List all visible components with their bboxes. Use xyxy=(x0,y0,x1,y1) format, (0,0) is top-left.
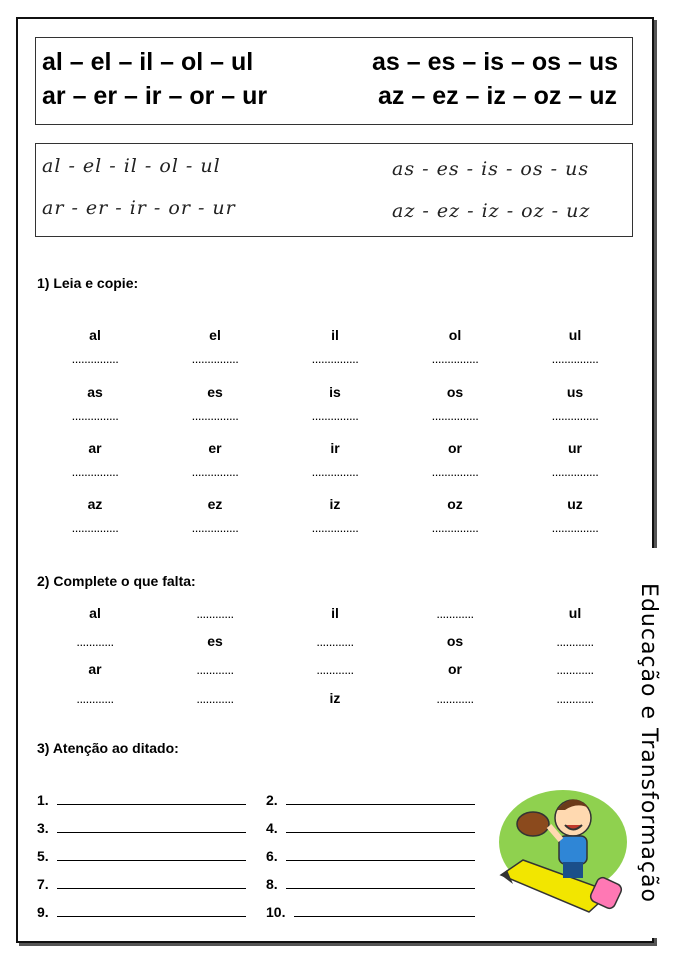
complete-syllable: al xyxy=(89,605,101,621)
syllables-left-1: al – el – il – ol – ul xyxy=(42,48,254,76)
cursive-right-2: az - ez - iz - oz - uz xyxy=(392,200,591,222)
complete-syllable: os xyxy=(446,633,464,649)
dictation-answer-line[interactable] xyxy=(294,916,475,917)
syllables-right-1: as – es – is – os – us xyxy=(372,48,618,76)
copy-blank[interactable]: ............... xyxy=(191,464,239,479)
copy-syllable: al xyxy=(89,327,101,343)
dictation-answer-line[interactable] xyxy=(286,888,475,889)
copy-syllable: ul xyxy=(568,327,582,343)
cursive-left-2: ar - er - ir - or - ur xyxy=(42,197,236,219)
copy-syllable: or xyxy=(448,440,462,456)
section2-title: 2) Complete o que falta: xyxy=(37,573,196,589)
dictation-answer-line[interactable] xyxy=(286,832,475,833)
copy-syllable: el xyxy=(209,327,221,343)
boy-riding-pencil-icon xyxy=(493,780,633,920)
copy-blank[interactable]: ............... xyxy=(431,351,479,366)
syllables-right-2: az – ez – iz – oz – uz xyxy=(378,82,617,110)
complete-syllable: ar xyxy=(88,661,102,677)
complete-blank[interactable]: ............ xyxy=(556,634,594,649)
copy-blank[interactable]: ............... xyxy=(431,464,479,479)
copy-blank[interactable]: ............... xyxy=(311,464,359,479)
complete-blank[interactable]: ............ xyxy=(196,691,234,706)
copy-blank[interactable]: ............... xyxy=(191,520,239,535)
copy-blank[interactable]: ............... xyxy=(551,464,599,479)
complete-syllable: iz xyxy=(329,690,341,706)
dictation-number: 9. xyxy=(37,904,49,920)
complete-blank[interactable]: ............ xyxy=(316,634,354,649)
section3-title: 3) Atenção ao ditado: xyxy=(37,740,179,756)
dictation-number: 5. xyxy=(37,848,49,864)
copy-syllable: ur xyxy=(568,440,582,456)
dictation-answer-line[interactable] xyxy=(57,860,246,861)
copy-syllable: oz xyxy=(447,496,463,512)
dictation-answer-line[interactable] xyxy=(57,916,246,917)
cursive-left-1: al - el - il - ol - ul xyxy=(42,155,221,177)
copy-syllable: ol xyxy=(448,327,462,343)
copy-syllable: uz xyxy=(567,496,583,512)
complete-syllable: il xyxy=(331,605,339,621)
copy-syllable: az xyxy=(87,496,103,512)
complete-blank[interactable]: ............ xyxy=(436,606,474,621)
dictation-number: 6. xyxy=(266,848,278,864)
copy-blank[interactable]: ............... xyxy=(311,351,359,366)
complete-blank[interactable]: ............ xyxy=(556,691,594,706)
complete-blank[interactable]: ............ xyxy=(316,662,354,677)
copy-syllable: es xyxy=(207,384,223,400)
complete-syllable: es xyxy=(207,633,223,649)
complete-blank[interactable]: ............ xyxy=(76,634,114,649)
copy-syllable: os xyxy=(446,384,464,400)
copy-syllable: is xyxy=(329,384,341,400)
copy-blank[interactable]: ............... xyxy=(551,520,599,535)
copy-blank[interactable]: ............... xyxy=(431,520,479,535)
copy-blank[interactable]: ............... xyxy=(71,520,119,535)
copy-syllable: il xyxy=(331,327,339,343)
copy-blank[interactable]: ............... xyxy=(71,351,119,366)
dictation-number: 2. xyxy=(266,792,278,808)
section1-title: 1) Leia e copie: xyxy=(37,275,139,291)
copy-syllable: ar xyxy=(88,440,102,456)
syllables-left-2: ar – er – ir – or – ur xyxy=(42,82,268,110)
dictation-number: 4. xyxy=(266,820,278,836)
copy-syllable: ir xyxy=(330,440,340,456)
complete-blank[interactable]: ............ xyxy=(196,606,234,621)
copy-blank[interactable]: ............... xyxy=(71,464,119,479)
complete-blank[interactable]: ............ xyxy=(196,662,234,677)
complete-blank[interactable]: ............ xyxy=(556,662,594,677)
copy-blank[interactable]: ............... xyxy=(191,408,239,423)
copy-blank[interactable]: ............... xyxy=(191,351,239,366)
dictation-answer-line[interactable] xyxy=(286,804,475,805)
dictation-number: 3. xyxy=(37,820,49,836)
dictation-number: 10. xyxy=(266,904,286,920)
copy-syllable: iz xyxy=(329,496,341,512)
side-label: Educação e Transformação xyxy=(628,548,668,938)
dictation-answer-line[interactable] xyxy=(57,804,246,805)
complete-syllable: or xyxy=(448,661,462,677)
copy-syllable: as xyxy=(87,384,103,400)
copy-blank[interactable]: ............... xyxy=(311,408,359,423)
dictation-answer-line[interactable] xyxy=(57,888,246,889)
copy-blank[interactable]: ............... xyxy=(551,408,599,423)
copy-syllable: er xyxy=(208,440,222,456)
dictation-number: 1. xyxy=(37,792,49,808)
dictation-number: 8. xyxy=(266,876,278,892)
cursive-right-1: as - es - is - os - us xyxy=(392,158,590,180)
copy-syllable: ez xyxy=(207,496,223,512)
dictation-answer-line[interactable] xyxy=(286,860,475,861)
copy-blank[interactable]: ............... xyxy=(71,408,119,423)
copy-blank[interactable]: ............... xyxy=(431,408,479,423)
complete-syllable: ul xyxy=(568,605,582,621)
complete-blank[interactable]: ............ xyxy=(76,691,114,706)
copy-blank[interactable]: ............... xyxy=(311,520,359,535)
dictation-number: 7. xyxy=(37,876,49,892)
copy-syllable: us xyxy=(566,384,584,400)
complete-blank[interactable]: ............ xyxy=(436,691,474,706)
copy-blank[interactable]: ............... xyxy=(551,351,599,366)
dictation-answer-line[interactable] xyxy=(57,832,246,833)
